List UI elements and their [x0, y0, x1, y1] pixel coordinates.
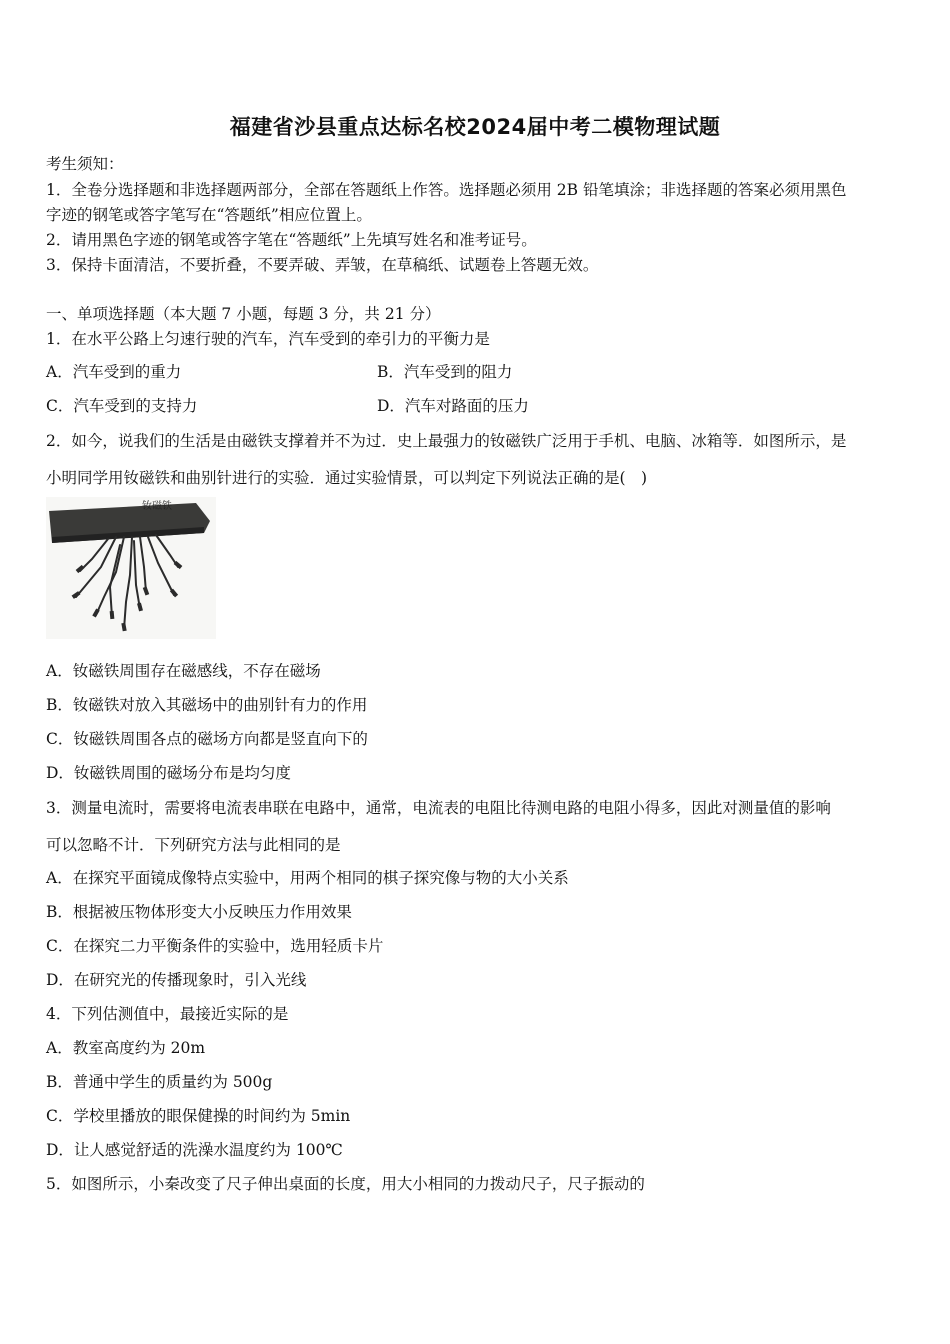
- q2-stem-line-2: 小明同学用钕磁铁和曲别针进行的实验．通过实验情景，可以判定下列说法正确的是( ): [46, 469, 648, 487]
- notice-item-1-line-2: 字迹的钢笔或答字笔写在“答题纸”相应位置上。: [46, 206, 372, 224]
- q1-stem: 1．在水平公路上匀速行驶的汽车，汽车受到的牵引力的平衡力是: [46, 330, 490, 348]
- q4-option-c: C．学校里播放的眼保健操的时间约为 5min: [46, 1107, 351, 1125]
- notice-heading: 考生须知：: [46, 155, 124, 173]
- notice-item-3: 3．保持卡面清洁，不要折叠，不要弄破、弄皱，在草稿纸、试题卷上答题无效。: [46, 256, 599, 274]
- q2-option-c: C．钕磁铁周围各点的磁场方向都是竖直向下的: [46, 730, 368, 748]
- section-heading: 一、单项选择题（本大题 7 小题，每题 3 分，共 21 分）: [46, 305, 441, 323]
- q3-option-c: C．在探究二力平衡条件的实验中，选用轻质卡片: [46, 937, 384, 955]
- q3-stem-line-2: 可以忽略不计．下列研究方法与此相同的是: [46, 836, 341, 854]
- magnet-figure: [46, 497, 216, 639]
- q5-stem: 5．如图所示，小秦改变了尺子伸出桌面的长度，用大小相同的力拨动尺子，尺子振动的: [46, 1175, 645, 1193]
- q4-option-d: D．让人感觉舒适的洗澡水温度约为 100℃: [46, 1141, 343, 1159]
- q2-option-d: D．钕磁铁周围的磁场分布是均匀度: [46, 764, 291, 782]
- q2-option-a: A．钕磁铁周围存在磁感线，不存在磁场: [46, 662, 321, 680]
- q4-stem: 4．下列估测值中，最接近实际的是: [46, 1005, 289, 1023]
- notice-item-2: 2．请用黑色字迹的钢笔或答字笔在“答题纸”上先填写姓名和准考证号。: [46, 231, 537, 249]
- q3-option-b: B．根据被压物体形变大小反映压力作用效果: [46, 903, 352, 921]
- q3-stem-line-1: 3．测量电流时，需要将电流表串联在电路中，通常，电流表的电阻比待测电路的电阻小得多，因此对测量值的影响: [46, 799, 831, 817]
- q4-option-b: B．普通中学生的质量约为 500g: [46, 1073, 273, 1091]
- q1-option-d: D．汽车对路面的压力: [377, 397, 529, 415]
- q1-option-b: B．汽车受到的阻力: [377, 363, 513, 381]
- q2-option-b: B．钕磁铁对放入其磁场中的曲别针有力的作用: [46, 696, 368, 714]
- q3-option-a: A．在探究平面镜成像特点实验中，用两个相同的棋子探究像与物的大小关系: [46, 869, 569, 887]
- page-title: 福建省沙县重点达标名校2024届中考二模物理试题: [229, 115, 721, 139]
- q4-option-a: A．教室高度约为 20m: [46, 1039, 206, 1057]
- q1-option-a: A．汽车受到的重力: [46, 363, 182, 381]
- notice-item-1-line-1: 1．全卷分选择题和非选择题两部分，全部在答题纸上作答。选择题必须用 2B 铅笔填涂；非选择题的答案必须用黑色: [46, 181, 847, 199]
- q1-option-c: C．汽车受到的支持力: [46, 397, 198, 415]
- figure-label: 钕磁铁: [142, 501, 172, 512]
- q2-stem-line-1: 2．如今，说我们的生活是由磁铁支撑着并不为过．史上最强力的钕磁铁广泛用于手机、电脑、冰箱等．如图所示，是: [46, 432, 847, 450]
- q3-option-d: D．在研究光的传播现象时，引入光线: [46, 971, 307, 989]
